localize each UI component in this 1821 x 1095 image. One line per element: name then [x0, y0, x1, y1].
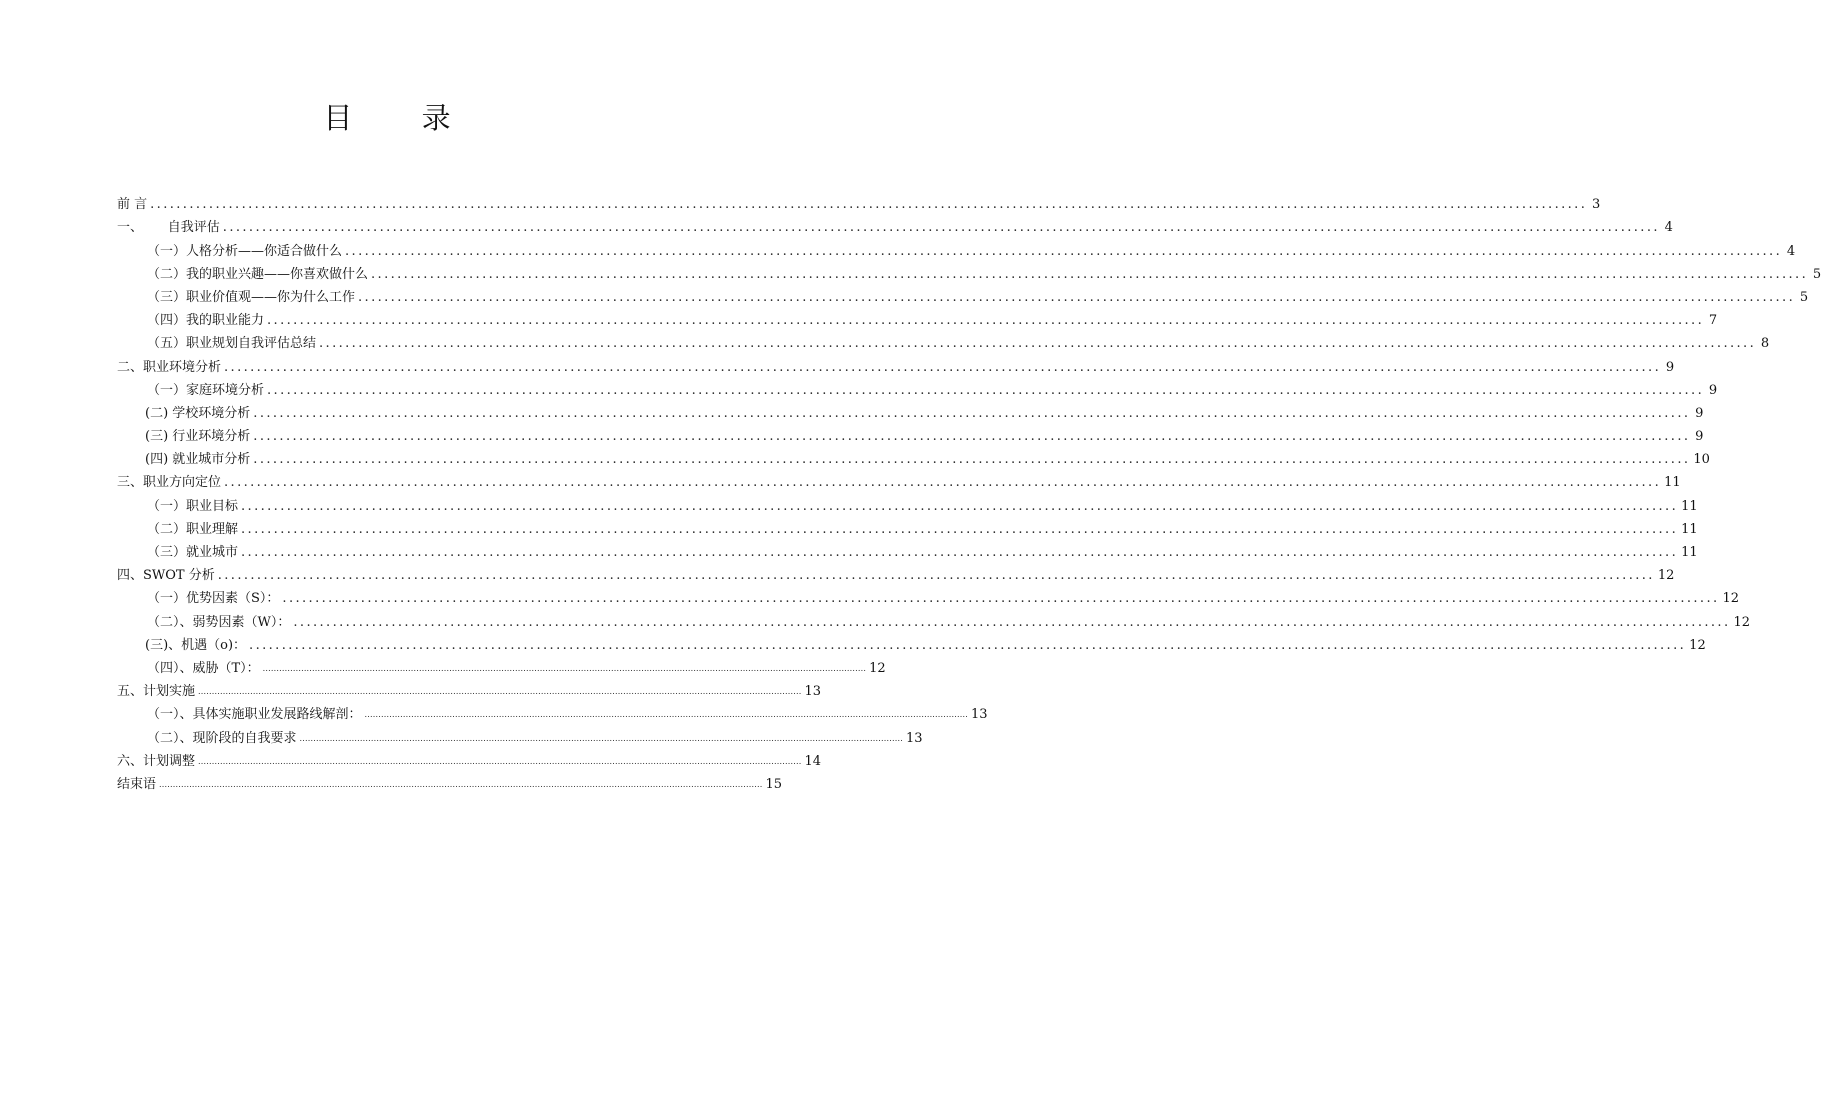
toc-entry[interactable]: [117, 399, 1704, 422]
toc-page-number: 14: [804, 753, 822, 769]
toc-leader-dots: ............................................................................................................................................................................................................................: [293, 614, 1731, 630]
toc-leader-dots: ............................................................................................................................................................................................................................: [241, 545, 1679, 560]
toc-page-number: 11: [1664, 475, 1681, 491]
toc-entry[interactable]: [117, 306, 1718, 329]
toc-entry-label: （一）优势因素（S）：: [147, 591, 280, 607]
toc-entry[interactable]: [117, 190, 1601, 213]
toc-leader-dots: ............................................................................................................................................................................................................................: [150, 197, 1588, 213]
toc-leader-dots: ............................................................................................................................................................................................................................: [224, 359, 1662, 375]
toc-leader-dots: ............................................................................................................................................................................................................................: [222, 220, 1660, 236]
toc-leader-dots: ............................................................................................................................................................................................................................: [198, 756, 802, 766]
toc-page-number: 12: [869, 660, 886, 676]
toc-page-number: 8: [1760, 336, 1770, 352]
toc-leader-dots: ............................................................................................................................................................................................................................: [358, 289, 1796, 305]
toc-entry[interactable]: [117, 260, 1821, 283]
toc-entry[interactable]: [117, 468, 1681, 491]
toc-entry[interactable]: [117, 491, 1698, 514]
toc-entry-label: (四) 就业城市分析: [145, 452, 251, 468]
toc-entry[interactable]: [117, 213, 1673, 236]
toc-leader-dots: ............................................................................................................................................................................................................................: [262, 663, 867, 673]
toc-page-number: 13: [905, 730, 923, 746]
toc-leader-dots: ............................................................................................................................................................................................................................: [299, 733, 903, 743]
toc-leader-dots: ............................................................................................................................................................................................................................: [198, 687, 802, 697]
toc-entry-label: （一）、具体实施职业发展路线解剖：: [147, 707, 362, 723]
toc-entry-label: （二）职业理解: [147, 521, 239, 537]
toc-leader-dots: ............................................................................................................................................................................................................................: [345, 243, 1783, 259]
toc-entry[interactable]: [117, 352, 1675, 375]
toc-leader-dots: ............................................................................................................................................................................................................................: [249, 637, 1687, 653]
toc-leader-dots: ............................................................................................................................................................................................................................: [364, 710, 968, 720]
toc-entry-label: (三)、机遇（o)：: [145, 637, 247, 653]
toc-entry[interactable]: [117, 607, 1751, 630]
toc-entry-label: 六、计划调整: [117, 753, 196, 769]
toc-entry-label: （二）、现阶段的自我要求: [147, 730, 297, 746]
toc-entry[interactable]: [117, 723, 923, 746]
toc-entry[interactable]: [117, 747, 822, 770]
toc-page-number: 4: [1786, 243, 1796, 259]
toc-leader-dots: ............................................................................................................................................................................................................................: [282, 591, 1720, 607]
toc-page-number: 11: [1681, 545, 1698, 560]
toc-entry-label: （四）、威胁（T）：: [147, 660, 260, 676]
toc-entry-label: （一）人格分析——你适合做什么: [147, 243, 343, 259]
toc-entry-label: （五）职业规划自我评估总结: [147, 336, 317, 352]
toc-entry[interactable]: [117, 236, 1796, 259]
toc-page-number: 10: [1693, 452, 1710, 468]
toc-entry-label: （一）家庭环境分析: [147, 382, 265, 398]
toc-entry[interactable]: [117, 376, 1718, 399]
toc-page-number: 12: [1722, 591, 1740, 607]
toc-entry-label: 结束语: [117, 776, 157, 792]
toc-entry-label: 五、计划实施: [117, 684, 196, 700]
toc-leader-dots: ............................................................................................................................................................................................................................: [253, 452, 1691, 468]
toc-page-number: 9: [1695, 405, 1704, 421]
toc-page-number: 13: [804, 684, 822, 700]
toc-entry-label: 前 言: [117, 197, 148, 213]
toc-entry-label: （二）我的职业兴趣——你喜欢做什么: [147, 266, 369, 282]
page-title: 目 录: [323, 101, 481, 135]
toc-page-number: 5: [1799, 289, 1809, 305]
toc-entry[interactable]: [117, 561, 1675, 584]
toc-entry[interactable]: [117, 283, 1809, 306]
toc-page-number: 9: [1695, 429, 1704, 445]
toc-entry[interactable]: [117, 654, 886, 677]
toc-entry[interactable]: [117, 329, 1770, 352]
toc-leader-dots: ............................................................................................................................................................................................................................: [371, 266, 1809, 282]
toc-entry[interactable]: [117, 770, 783, 793]
toc-entry[interactable]: [117, 584, 1740, 607]
toc-entry-label: （二）、弱势因素（W）：: [147, 614, 291, 630]
toc-leader-dots: ............................................................................................................................................................................................................................: [267, 313, 1705, 329]
toc-entry[interactable]: [117, 538, 1698, 561]
toc-page-number: 13: [970, 707, 988, 723]
toc-leader-dots: ............................................................................................................................................................................................................................: [253, 429, 1691, 445]
toc-page-number: 15: [765, 776, 783, 792]
toc-leader-dots: ............................................................................................................................................................................................................................: [241, 521, 1679, 537]
toc-leader-dots: ............................................................................................................................................................................................................................: [159, 779, 763, 789]
toc-leader-dots: ............................................................................................................................................................................................................................: [217, 568, 1655, 584]
toc-page-number: 11: [1681, 521, 1698, 537]
toc-entry-label: (二) 学校环境分析: [145, 405, 251, 421]
toc-leader-dots: ............................................................................................................................................................................................................................: [253, 405, 1691, 421]
toc-entry-label: 二、职业环境分析: [117, 359, 222, 375]
toc-entry[interactable]: [117, 677, 822, 700]
toc-entry-label: （四）我的职业能力: [147, 313, 265, 329]
toc-page-number: 12: [1689, 637, 1706, 653]
toc-page-number: 12: [1657, 568, 1675, 584]
toc-page-number: 4: [1664, 220, 1673, 236]
toc-entry-label: 一、 自我评估: [117, 220, 220, 236]
table-of-contents: [117, 190, 1821, 793]
toc-entry[interactable]: [117, 700, 988, 723]
toc-entry[interactable]: [117, 422, 1704, 445]
toc-entry-label: 三、职业方向定位: [117, 475, 222, 491]
toc-page-number: 11: [1681, 498, 1698, 514]
toc-entry-label: （三）职业价值观——你为什么工作: [147, 289, 356, 305]
toc-entry[interactable]: [117, 631, 1706, 654]
toc-page-number: 7: [1708, 313, 1718, 329]
toc-entry-label: （一）职业目标: [147, 498, 239, 514]
toc-page-number: 3: [1591, 197, 1601, 213]
toc-entry-label: （三）就业城市: [147, 545, 239, 560]
toc-leader-dots: ............................................................................................................................................................................................................................: [224, 475, 1662, 491]
toc-entry-label: 四、SWOT 分析: [117, 568, 215, 584]
toc-entry[interactable]: [117, 515, 1698, 538]
toc-page-number: 9: [1708, 382, 1718, 398]
toc-leader-dots: ............................................................................................................................................................................................................................: [319, 336, 1757, 352]
toc-page-number: 12: [1733, 614, 1751, 630]
toc-page-number: 9: [1665, 359, 1675, 375]
toc-leader-dots: ............................................................................................................................................................................................................................: [267, 382, 1705, 398]
toc-page-number: 5: [1812, 266, 1821, 282]
toc-entry-label: (三) 行业环境分析: [145, 429, 251, 445]
toc-entry[interactable]: [117, 445, 1710, 468]
toc-leader-dots: ............................................................................................................................................................................................................................: [241, 498, 1679, 514]
